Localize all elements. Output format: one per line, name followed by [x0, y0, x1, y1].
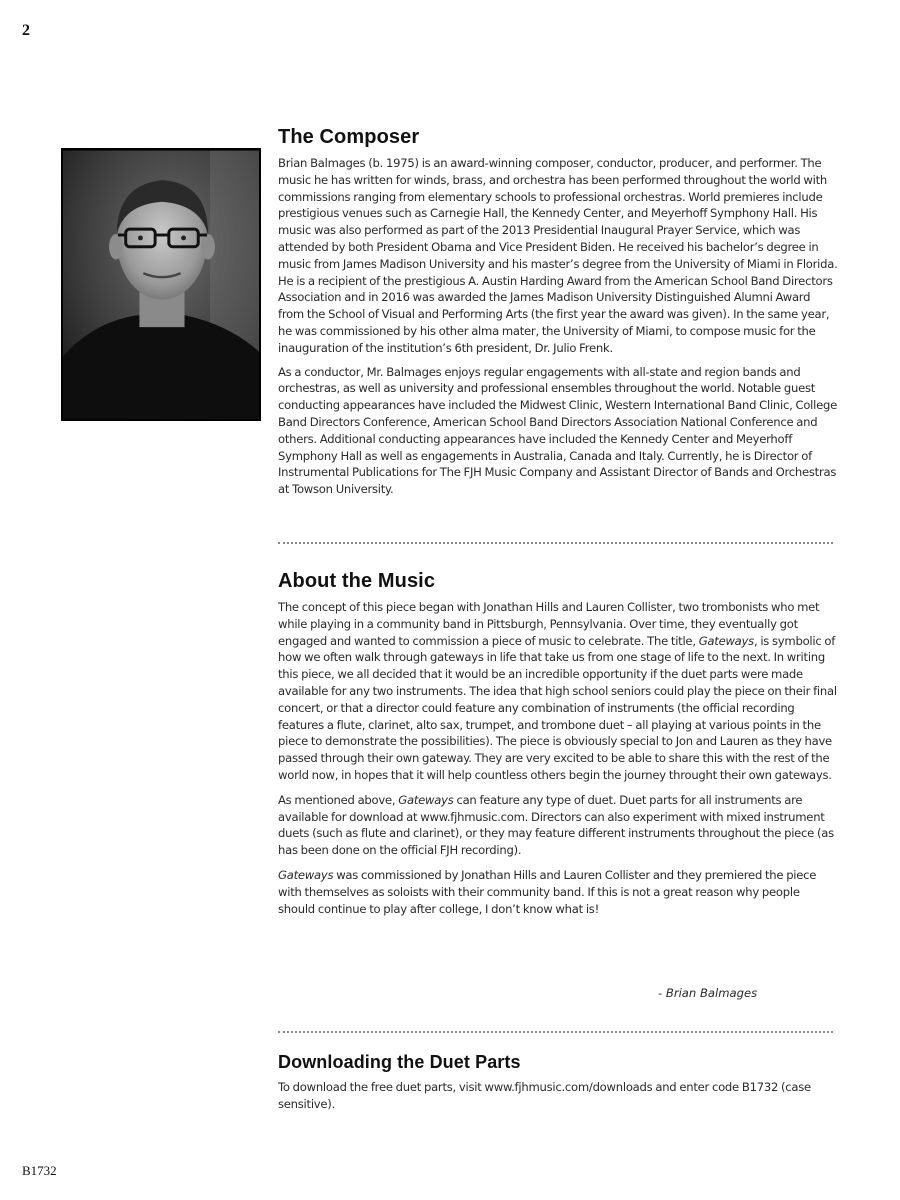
composer-paragraph-2: As a conductor, Mr. Balmages enjoys regular engagements with all-state and region bands and orchestras, as well as university and professional ensembles throughout the world. Notable guest conducting appearances have included the Midwest Clinic, Western International Band Clinic, College Band Directors Conference, American School Band Directors Association National Conference and others. Additional conducting appearances have included the Kennedy Center and Meyerhoff Symphony Hall as well as engagements in Australia, Canada and Italy. Currently, he is Director of Instrumental Publications for The FJH Music Company and Assistant Director of Bands and Orchestras at Towson University. — [278, 364, 838, 497]
about-music-section — [278, 570, 838, 917]
download-heading: Downloading the Duet Parts — [278, 1052, 521, 1072]
music-paragraph-2: As mentioned above, Gateways can feature any type of duet. Duet parts for all instruments are available for download at www.fjhmusic.com. Directors can also experiment with mixed instrument duets (such as flute and clarinet), or they may feature different instruments throughout the piece (as has been done on the official FJH recording). — [278, 792, 834, 858]
composer-section — [278, 126, 838, 498]
composer-heading: The Composer — [278, 126, 420, 148]
composer-photo — [61, 148, 261, 421]
product-code: B1732 — [22, 1163, 57, 1178]
music-paragraph-3: Gateways was commissioned by Jonathan Hills and Lauren Collister and they premiered the piece with themselves as soloists with their community band. If this is not a great reason why people should continue to play after college, I don’t know what is! — [278, 867, 817, 916]
section-divider — [278, 1031, 833, 1033]
piece-title: Gateways — [398, 792, 454, 807]
section-divider — [278, 542, 833, 544]
about-music-heading: About the Music — [278, 570, 436, 592]
download-text: To download the free duet parts, visit www.fjhmusic.com/downloads and enter code B1732 (case sensitive). — [278, 1080, 811, 1111]
composer-portrait-image — [63, 150, 259, 419]
page-number: 2 — [22, 22, 30, 39]
piece-title: Gateways — [698, 633, 754, 648]
signature: - Brian Balmages — [658, 986, 758, 1000]
piece-title: Gateways — [278, 867, 334, 882]
music-paragraph-1: The concept of this piece began with Jonathan Hills and Lauren Collister, two trombonists who met while playing in a community band in Pittsburgh, Pennsylvania. Over time, they eventually got engaged and wanted to commission a piece of music to celebrate. The title, Gateways, is symbolic of how we often walk through gateways in life that take us from one stage of life to the next. In writing this piece, we all decided that it would be an incredible opportunity if the duet parts were made available for any two instruments. The idea that high school seniors could play the piece on their final concert, or that a director could feature any combination of instruments (the official recording features a flute, clarinet, alto sax, trumpet, and trombone duet – all playing at various points in the piece to demonstrate the possibilities). The piece is obviously special to Jon and Lauren as they have passed through their own gateway. They are very excited to be able to share this with the rest of the world now, in hopes that it will help countless others begin the journey throught their own gateways. — [278, 600, 837, 782]
download-section — [278, 1052, 838, 1113]
composer-paragraph-1: Brian Balmages (b. 1975) is an award-winning composer, conductor, producer, and performer. The music he has written for winds, brass, and orchestra has been performed throughout the world with commissions ranging from elementary schools to professional orchestras. World premieres include prestigious venues such as Carnegie Hall, the Kennedy Center, and Meyerhoff Symphony Hall. His music was also performed as part of the 2013 Presidential Inaugural Prayer Service, which was attended by both President Obama and Vice President Biden. He received his bachelor’s degree in music from James Madison University and his master’s degree from the University of Miami in Florida. He is a recipient of the prestigious A. Austin Harding Award from the American School Band Directors Association and in 2016 was awarded the James Madison University Distinguished Alumni Award from the School of Visual and Performing Arts (the first year the award was given). In the same year, he was commissioned by his other alma mater, the University of Miami, to compose music for the inauguration of the institution’s 6th president, Dr. Julio Frenk. — [278, 156, 838, 355]
